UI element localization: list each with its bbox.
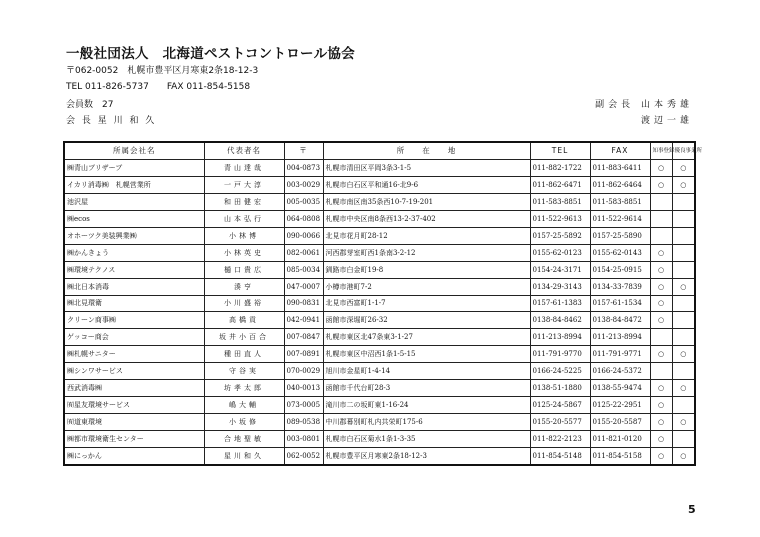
cell-excellent-business <box>672 329 695 346</box>
cell-governor-registered: ○ <box>650 431 672 448</box>
cell-zip: 070-0029 <box>284 363 323 380</box>
cell-zip: 047-0007 <box>284 278 323 295</box>
cell-representative: 小林博 <box>204 227 284 244</box>
cell-zip: 085-0034 <box>284 261 323 278</box>
cell-excellent-business <box>672 261 695 278</box>
cell-address: 函館市深堀町26-32 <box>323 312 530 329</box>
cell-representative: 種田直人 <box>204 346 284 363</box>
cell-representative: 小坂修 <box>204 414 284 431</box>
cell-fax: 0154-25-0915 <box>590 261 650 278</box>
cell-zip: 042-0941 <box>284 312 323 329</box>
cell-company: ㈱環境テクノス <box>64 261 204 278</box>
cell-fax: 0155-62-0143 <box>590 244 650 261</box>
table-row <box>64 227 695 244</box>
cell-tel: 0134-29-3143 <box>530 278 590 295</box>
table-row <box>64 329 695 346</box>
cell-tel: 0157-25-5892 <box>530 227 590 244</box>
cell-zip: 089-0538 <box>284 414 323 431</box>
cell-governor-registered <box>650 329 672 346</box>
cell-tel: 011-882-1722 <box>530 160 590 177</box>
cell-governor-registered <box>650 210 672 227</box>
cell-address: 札幌市東区中沼西1条1-5-15 <box>323 346 530 363</box>
cell-company: 池沢屋 <box>64 193 204 210</box>
cell-zip: 064-0808 <box>284 210 323 227</box>
page-number: 5 <box>688 503 696 516</box>
cell-address: 札幌市東区北47条東3-1-27 <box>323 329 530 346</box>
cell-governor-registered: ○ <box>650 278 672 295</box>
col-tel: TEL <box>530 142 590 160</box>
cell-governor-registered: ○ <box>650 312 672 329</box>
cell-representative: 小川盛裕 <box>204 295 284 312</box>
cell-company: ㈱シンワサービス <box>64 363 204 380</box>
cell-tel: 0125-24-5867 <box>530 397 590 414</box>
cell-fax: 011-862-6464 <box>590 176 650 193</box>
cell-governor-registered <box>650 363 672 380</box>
cell-representative: 和田健宏 <box>204 193 284 210</box>
cell-company: クリーン商事㈱ <box>64 312 204 329</box>
cell-representative: 小林英史 <box>204 244 284 261</box>
cell-excellent-business: ○ <box>672 278 695 295</box>
cell-address: 河西郡芽室町西1条南3-2-12 <box>323 244 530 261</box>
cell-excellent-business: ○ <box>672 447 695 464</box>
table-row <box>64 397 695 414</box>
col-address: 所 在 地 <box>323 142 530 160</box>
cell-fax: 0157-25-5890 <box>590 227 650 244</box>
cell-company: ㈱ecos <box>64 210 204 227</box>
cell-fax: 011-791-9771 <box>590 346 650 363</box>
cell-governor-registered: ○ <box>650 160 672 177</box>
cell-zip: 082-0061 <box>284 244 323 261</box>
cell-zip: 007-0891 <box>284 346 323 363</box>
cell-fax: 0166-24-5372 <box>590 363 650 380</box>
cell-representative: 坊孝太郎 <box>204 380 284 397</box>
cell-zip: 007-0847 <box>284 329 323 346</box>
table-row <box>64 447 695 464</box>
vice-president-label: 副会長 <box>595 100 635 110</box>
cell-governor-registered: ○ <box>650 447 672 464</box>
cell-fax: 011-854-5158 <box>590 447 650 464</box>
cell-company: ㈱札幌サニター <box>64 346 204 363</box>
association-tel-fax: TEL 011-826-5737 FAX 011-854-5158 <box>66 82 251 92</box>
cell-tel: 0166-24-5225 <box>530 363 590 380</box>
table-row <box>64 346 695 363</box>
cell-governor-registered: ○ <box>650 346 672 363</box>
cell-zip: 003-0029 <box>284 176 323 193</box>
cell-address: 北見市西富町1-1-7 <box>323 295 530 312</box>
cell-excellent-business: ○ <box>672 346 695 363</box>
cell-company: ゲッコー商会 <box>64 329 204 346</box>
cell-governor-registered: ○ <box>650 295 672 312</box>
cell-fax: 011-583-8851 <box>590 193 650 210</box>
cell-zip: 090-0066 <box>284 227 323 244</box>
cell-governor-registered: ○ <box>650 397 672 414</box>
cell-company: オホーツク美装興業㈱ <box>64 227 204 244</box>
cell-address: 滝川市二の坂町東1-16-24 <box>323 397 530 414</box>
cell-fax: 011-213-8994 <box>590 329 650 346</box>
cell-fax: 0138-84-8472 <box>590 312 650 329</box>
cell-excellent-business <box>672 193 695 210</box>
cell-company: ㈲星友環境サービス <box>64 397 204 414</box>
cell-fax: 011-821-0120 <box>590 431 650 448</box>
table-header-row <box>64 142 695 160</box>
table-row <box>64 295 695 312</box>
vice-president-1 <box>595 97 693 110</box>
cell-tel: 0138-51-1880 <box>530 380 590 397</box>
cell-address: 札幌市清田区平岡3条3-1-5 <box>323 160 530 177</box>
cell-fax: 0134-33-7839 <box>590 278 650 295</box>
cell-representative: 高橋貢 <box>204 312 284 329</box>
cell-tel: 011-522-9613 <box>530 210 590 227</box>
cell-company: ㈱にっかん <box>64 447 204 464</box>
member-table <box>63 141 703 466</box>
table-row <box>64 278 695 295</box>
cell-excellent-business <box>672 397 695 414</box>
cell-company: ㈲道東環境 <box>64 414 204 431</box>
cell-representative: 合地聖敏 <box>204 431 284 448</box>
cell-address: 小樽市港町7-2 <box>323 278 530 295</box>
cell-governor-registered <box>650 227 672 244</box>
cell-fax: 0125-22-2951 <box>590 397 650 414</box>
cell-tel: 011-583-8851 <box>530 193 590 210</box>
cell-excellent-business: ○ <box>672 160 695 177</box>
vice-president-2: 渡辺一雄 <box>640 116 693 126</box>
col-zip: 〒 <box>284 142 323 160</box>
document-title: 一般社団法人 北海道ペストコントロール協会 <box>66 46 355 62</box>
president: 会 長 星 川 和 久 <box>66 116 157 126</box>
table-row <box>64 244 695 261</box>
cell-excellent-business <box>672 431 695 448</box>
cell-representative: 湊亨 <box>204 278 284 295</box>
cell-address: 札幌市白石区平和通16-北9-6 <box>323 176 530 193</box>
cell-address: 旭川市金星町1-4-14 <box>323 363 530 380</box>
cell-tel: 0154-24-3171 <box>530 261 590 278</box>
cell-address: 北見市花月町28-12 <box>323 227 530 244</box>
table-row <box>64 176 695 193</box>
cell-fax: 011-522-9614 <box>590 210 650 227</box>
cell-company: ㈱かんきょう <box>64 244 204 261</box>
cell-representative: 山本弘行 <box>204 210 284 227</box>
cell-excellent-business <box>672 312 695 329</box>
cell-address: 中川郡幕別町札内共栄町175-6 <box>323 414 530 431</box>
cell-address: 札幌市豊平区月寒東2条18-12-3 <box>323 447 530 464</box>
cell-representative: 守谷実 <box>204 363 284 380</box>
association-address: 〒062-0052 札幌市豊平区月寒東2条18-12-3 <box>66 66 259 76</box>
cell-governor-registered: ○ <box>650 414 672 431</box>
cell-zip: 040-0013 <box>284 380 323 397</box>
cell-tel: 011-213-8994 <box>530 329 590 346</box>
cell-governor-registered: ○ <box>650 176 672 193</box>
cell-representative: 星川和久 <box>204 447 284 464</box>
table-row <box>64 380 695 397</box>
table-row <box>64 160 695 177</box>
cell-zip: 073-0005 <box>284 397 323 414</box>
vice-president-name-1: 山本秀雄 <box>640 100 693 110</box>
cell-tel: 0138-84-8462 <box>530 312 590 329</box>
cell-representative: 坂井小百合 <box>204 329 284 346</box>
cell-excellent-business: ○ <box>672 380 695 397</box>
cell-excellent-business: ○ <box>672 176 695 193</box>
cell-address: 札幌市白石区菊水1条1-3-35 <box>323 431 530 448</box>
cell-zip: 005-0035 <box>284 193 323 210</box>
cell-representative: 嶋大輔 <box>204 397 284 414</box>
cell-company: イカリ消毒㈱ 札幌営業所 <box>64 176 204 193</box>
cell-excellent-business <box>672 295 695 312</box>
col-fax: FAX <box>590 142 650 160</box>
cell-governor-registered <box>650 193 672 210</box>
table-row <box>64 210 695 227</box>
cell-tel: 011-791-9770 <box>530 346 590 363</box>
cell-excellent-business <box>672 227 695 244</box>
col-representative: 代表者名 <box>204 142 284 160</box>
cell-representative: 樋口貴広 <box>204 261 284 278</box>
cell-company: ㈱都市環境衛生センター <box>64 431 204 448</box>
cell-address: 函館市千代台町28-3 <box>323 380 530 397</box>
cell-company: ㈱北日本消毒 <box>64 278 204 295</box>
cell-company: ㈱青山ブリザーブ <box>64 160 204 177</box>
cell-zip: 062-0052 <box>284 447 323 464</box>
cell-zip: 004-0873 <box>284 160 323 177</box>
col-company: 所属会社名 <box>64 142 204 160</box>
table-row <box>64 312 695 329</box>
table-row <box>64 414 695 431</box>
cell-zip: 090-0831 <box>284 295 323 312</box>
cell-fax: 0138-55-9474 <box>590 380 650 397</box>
col-governor-registered: 知事登録 <box>650 142 672 160</box>
table-row <box>64 431 695 448</box>
cell-tel: 0155-20-5577 <box>530 414 590 431</box>
cell-tel: 0155-62-0123 <box>530 244 590 261</box>
cell-governor-registered: ○ <box>650 261 672 278</box>
cell-fax: 0155-20-5587 <box>590 414 650 431</box>
member-count: 会員数 27 <box>66 100 114 110</box>
table-row <box>64 261 695 278</box>
cell-address: 札幌市南区南35条西10-7-19-201 <box>323 193 530 210</box>
cell-representative: 一戸大淳 <box>204 176 284 193</box>
cell-zip: 003-0801 <box>284 431 323 448</box>
cell-fax: 011-883-6411 <box>590 160 650 177</box>
cell-company: ㈱北見環衛 <box>64 295 204 312</box>
cell-excellent-business <box>672 210 695 227</box>
cell-tel: 011-854-5148 <box>530 447 590 464</box>
cell-representative: 青山達哉 <box>204 160 284 177</box>
cell-tel: 0157-61-1383 <box>530 295 590 312</box>
cell-fax: 0157-61-1534 <box>590 295 650 312</box>
table-row <box>64 193 695 210</box>
table-row <box>64 363 695 380</box>
cell-tel: 011-822-2123 <box>530 431 590 448</box>
cell-excellent-business <box>672 363 695 380</box>
cell-governor-registered: ○ <box>650 380 672 397</box>
cell-excellent-business <box>672 244 695 261</box>
cell-excellent-business: ○ <box>672 414 695 431</box>
cell-address: 札幌市中央区南8条西13-2-37-402 <box>323 210 530 227</box>
cell-address: 釧路市白金町19-8 <box>323 261 530 278</box>
cell-tel: 011-862-6471 <box>530 176 590 193</box>
col-excellent-business: 優良事業所 <box>672 142 695 160</box>
cell-governor-registered: ○ <box>650 244 672 261</box>
cell-company: 西武消毒㈱ <box>64 380 204 397</box>
